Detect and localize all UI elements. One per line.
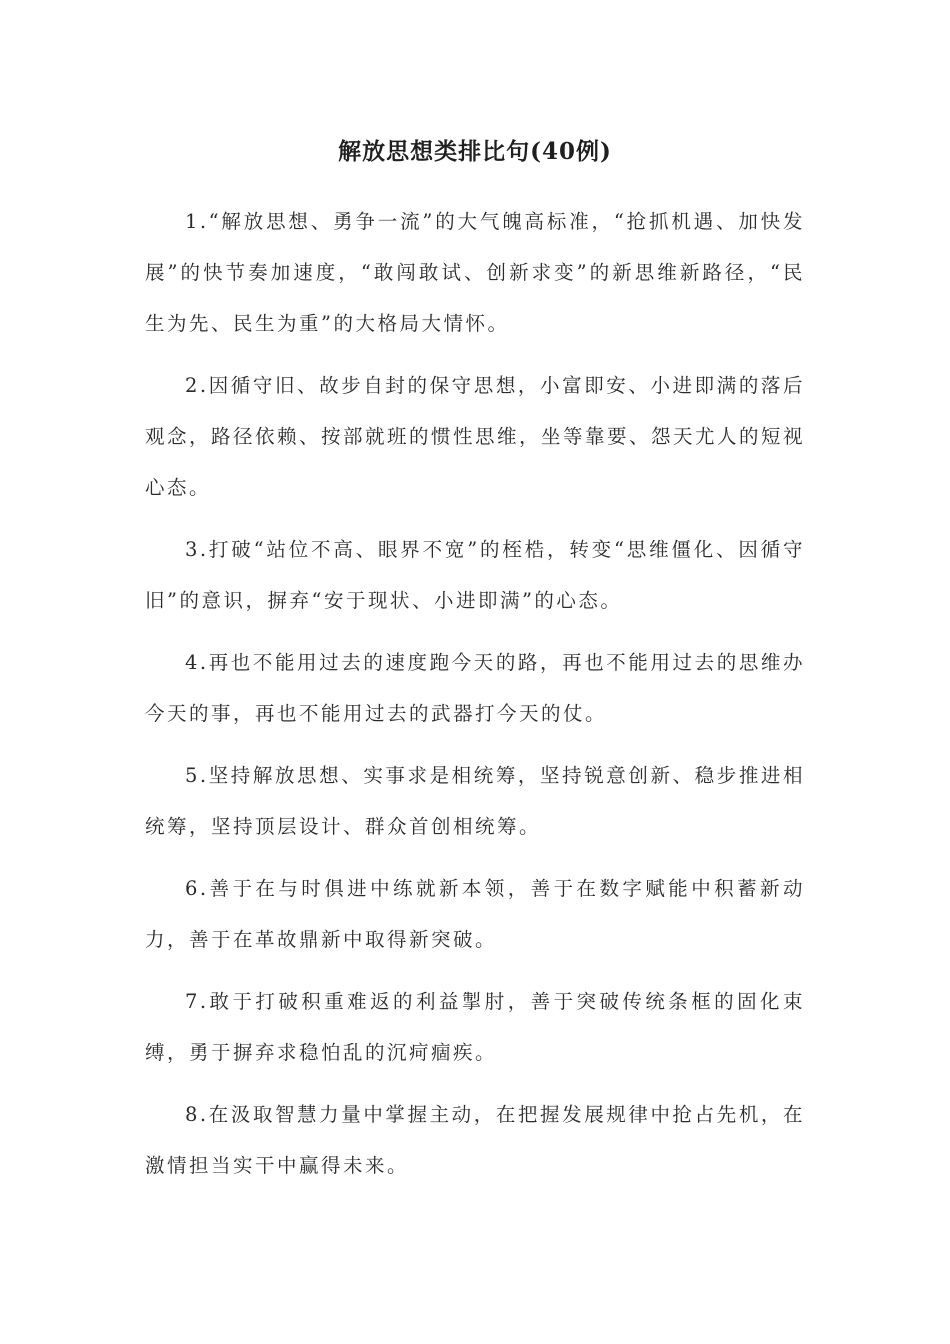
paragraph-2: 2.因循守旧、故步自封的保守思想，小富即安、小进即满的落后观念，路径依赖、按部就班的惯性思维，坐等靠要、怨天尤人的短视心态。: [145, 374, 806, 499]
document-title: 解放思想类排比句(40例): [338, 138, 612, 165]
paragraph-3: 3.打破“站位不高、眼界不宽”的桎梏，转变“思维僵化、因循守旧”的意识，摒弃“安于现状、小进即满”的心态。: [145, 538, 805, 612]
paragraph-5: 5.坚持解放思想、实事求是相统筹，坚持锐意创新、稳步推进相统筹，坚持顶层设计、群众首创相统筹。: [145, 764, 805, 838]
paragraph-6: 6.善于在与时俱进中练就新本领，善于在数字赋能中积蓄新动力，善于在革故鼎新中取得新突破。: [145, 877, 805, 951]
paragraph-8: 8.在汲取智慧力量中掌握主动，在把握发展规律中抢占先机，在激情担当实干中赢得未来。: [145, 1103, 805, 1177]
paragraph-4: 4.再也不能用过去的速度跑今天的路，再也不能用过去的思维办今天的事，再也不能用过去的武器打今天的仗。: [145, 651, 805, 725]
paragraph-7: 7.敢于打破积重难返的利益掣肘，善于突破传统条框的固化束缚，勇于摒弃求稳怕乱的沉疴痼疾。: [145, 990, 805, 1064]
document-body: [145, 196, 805, 1202]
paragraph-1: 1.“解放思想、勇争一流”的大气魄高标准，“抢抓机遇、加快发展”的快节奏加速度，“敢闯敢试、创新求变”的新思维新路径，“民生为先、民生为重”的大格局大情怀。: [145, 210, 805, 335]
